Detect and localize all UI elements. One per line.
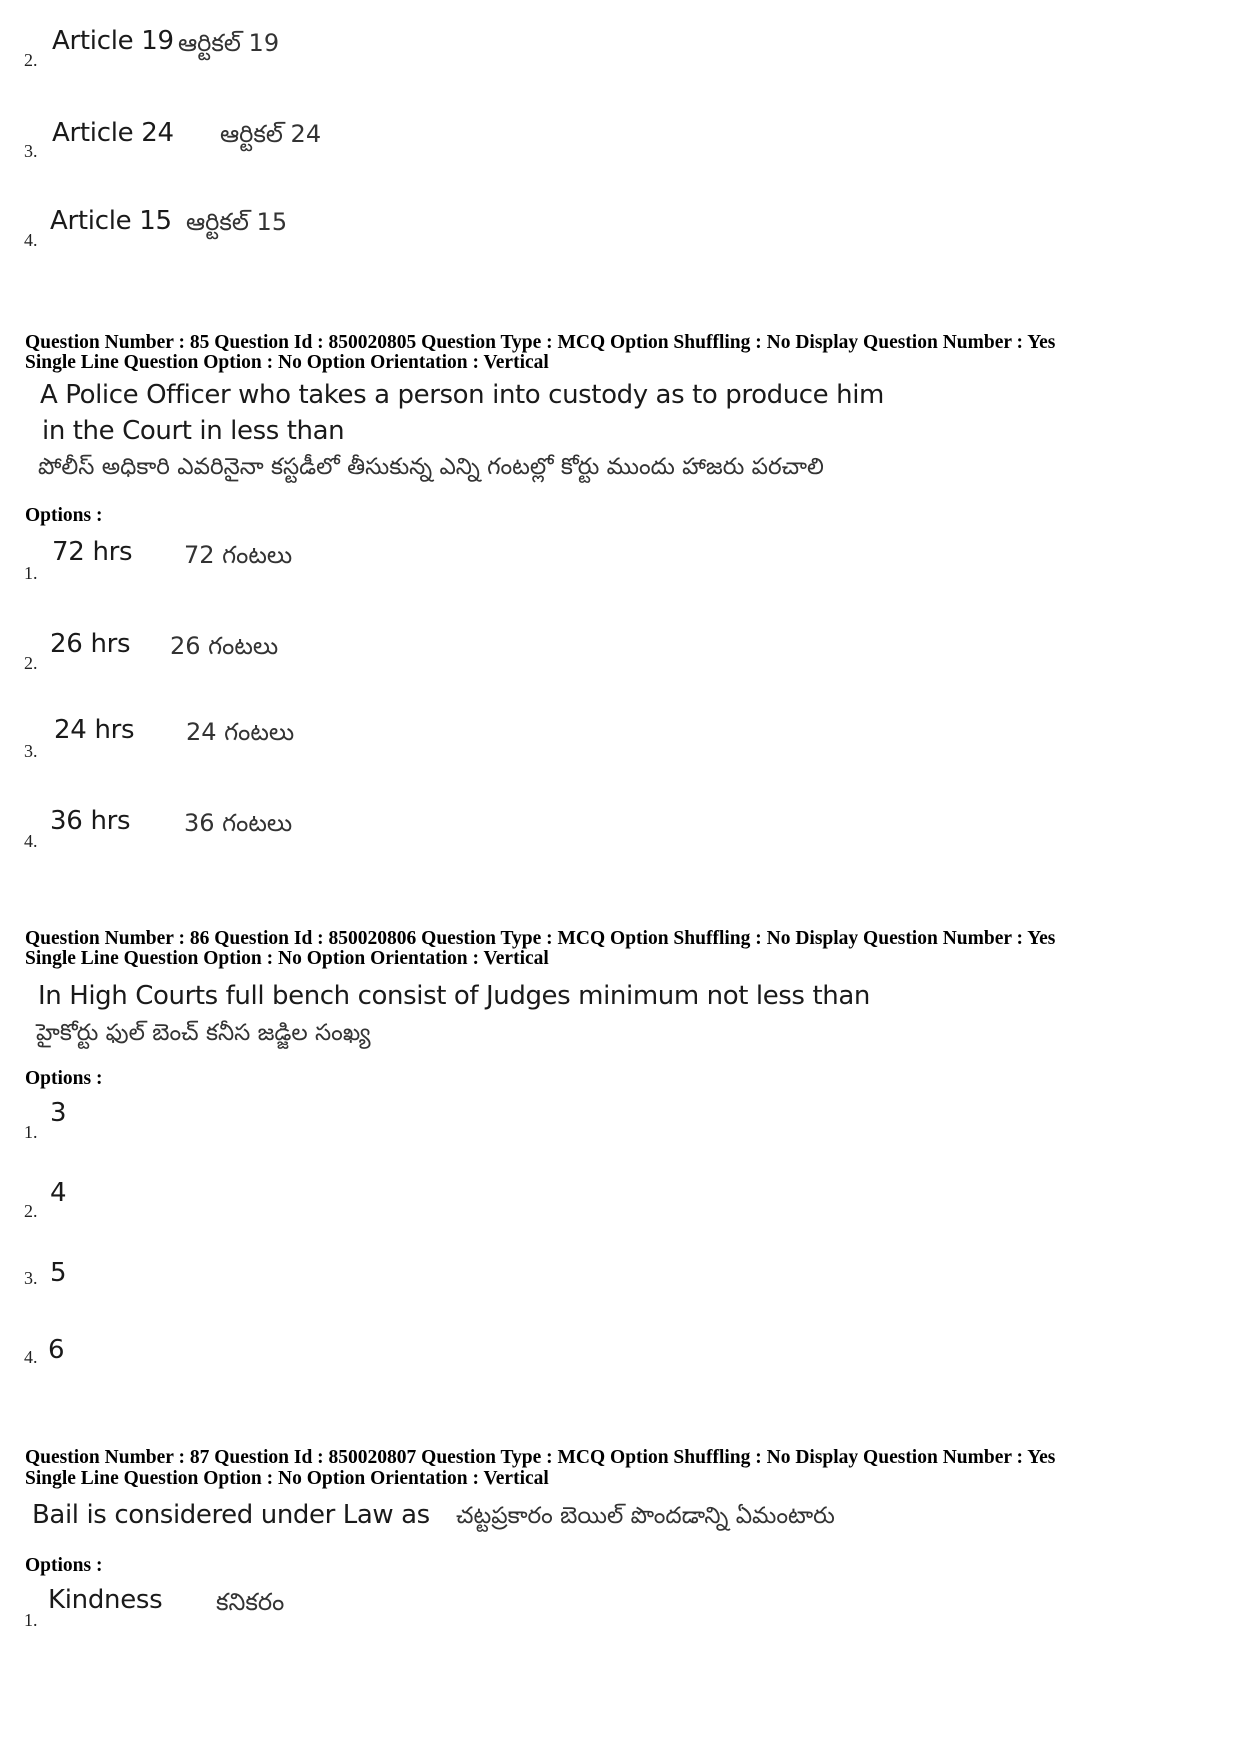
option-text-en: 5	[50, 1258, 67, 1288]
option-number: 3.	[24, 741, 38, 761]
option-text-te: 72 గంటలు	[184, 541, 293, 569]
question-text-en: Bail is considered under Law as	[32, 1500, 430, 1530]
question-meta-line-1: Question Number : 87 Question Id : 850020807 Question Type : MCQ Option Shuffling : No Display Question Number : Yes	[25, 1447, 1056, 1468]
option-text-en: Article 24	[52, 118, 174, 148]
option-text-en: 6	[48, 1335, 65, 1365]
options-label: Options :	[25, 1555, 103, 1576]
question-text-en-cont: in the Court in less than	[42, 416, 345, 446]
option-text-en: Kindness	[48, 1585, 163, 1615]
option-text-en: 36 hrs	[50, 806, 131, 836]
option-text-en: 26 hrs	[50, 629, 131, 659]
question-meta-line-1: Question Number : 86 Question Id : 850020806 Question Type : MCQ Option Shuffling : No Display Question Number : Yes	[25, 928, 1056, 949]
option-number: 4.	[24, 230, 38, 250]
option-text-te: ఆర్టికల్ 15	[186, 208, 288, 236]
question-text-te: పోలీస్ అధికారి ఎవరినైనా కస్టడీలో తీసుకున్న ఎన్ని గంటల్లో కోర్టు ముందు హాజరు పరచాలి	[38, 454, 824, 480]
option-text-en: 3	[50, 1098, 67, 1128]
option-text-en: Article 19	[52, 26, 174, 56]
option-number: 1.	[24, 563, 38, 583]
option-text-en: Article 15	[50, 206, 172, 236]
question-text-te: హైకోర్టు ఫుల్ బెంచ్ కనీస జడ్జిల సంఖ్య	[36, 1020, 371, 1046]
options-label: Options :	[25, 505, 103, 526]
question-text-en: A Police Officer who takes a person into custody as to produce him	[40, 380, 884, 410]
option-number: 3.	[24, 1268, 38, 1288]
option-number: 1.	[24, 1610, 38, 1630]
option-number: 4.	[24, 1347, 38, 1367]
question-text-te: చట్టప్రకారం బెయిల్ పొందడాన్ని ఏమంటారు	[456, 1503, 835, 1529]
option-number: 2.	[24, 1201, 38, 1221]
option-number: 2.	[24, 50, 38, 70]
option-text-en: 4	[50, 1178, 67, 1208]
option-number: 3.	[24, 141, 38, 161]
option-number: 2.	[24, 653, 38, 673]
options-label: Options :	[25, 1068, 103, 1089]
option-text-te: 26 గంటలు	[170, 632, 279, 660]
option-text-te: 24 గంటలు	[186, 718, 295, 746]
question-meta-line-2: Single Line Question Option : No Option Orientation : Vertical	[25, 352, 549, 373]
question-meta-line-2: Single Line Question Option : No Option Orientation : Vertical	[25, 948, 549, 969]
option-text-te: 36 గంటలు	[184, 809, 293, 837]
option-number: 4.	[24, 831, 38, 851]
question-meta-line-2: Single Line Question Option : No Option Orientation : Vertical	[25, 1468, 549, 1489]
option-text-te: కనికరం	[216, 1588, 285, 1616]
option-text-en: 24 hrs	[54, 715, 135, 745]
option-text-te: ఆర్టికల్ 19	[178, 29, 280, 57]
question-text-en: In High Courts full bench consist of Judges minimum not less than	[38, 981, 870, 1011]
option-text-te: ఆర్టికల్ 24	[220, 120, 322, 148]
option-text-en: 72 hrs	[52, 537, 133, 567]
option-number: 1.	[24, 1122, 38, 1142]
question-meta-line-1: Question Number : 85 Question Id : 850020805 Question Type : MCQ Option Shuffling : No Display Question Number : Yes	[25, 332, 1056, 353]
